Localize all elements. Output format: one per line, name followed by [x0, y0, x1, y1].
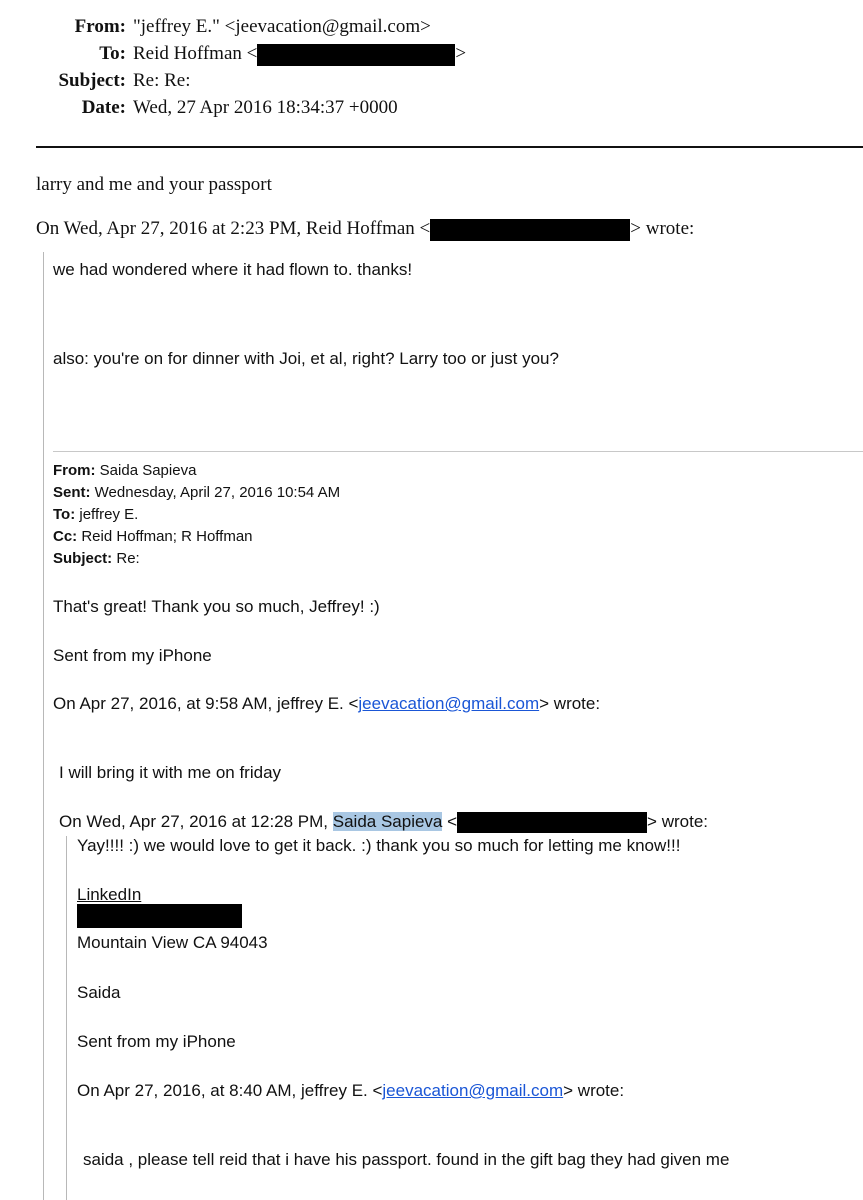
redaction-box — [457, 812, 647, 833]
quote-intro-saida-prefix: On Wed, Apr 27, 2016 at 12:28 PM, — [59, 812, 333, 831]
saida-reply-line1: Yay!!!! :) we would love to get it back. :) thank you so much for letting me know!!! — [77, 836, 681, 855]
fwd-body1: That's great! Thank you so much, Jeffrey! :) — [53, 597, 380, 616]
fwd-sent-label: Sent: — [53, 484, 91, 501]
quote-intro-reid — [36, 218, 694, 241]
quote-intro-jeffrey-2-prefix: On Apr 27, 2016, at 8:40 AM, jeffrey E. < — [77, 1081, 383, 1100]
quote-intro-saida-suffix: > wrote: — [647, 812, 708, 831]
header-subject-value: Re: Re: — [133, 70, 191, 91]
quote-intro-reid-suffix: > wrote: — [630, 218, 695, 239]
original-message-line1: saida , please tell reid that i have his passport. found in the gift bag they had given me — [83, 1150, 730, 1169]
header-to-value — [133, 43, 466, 66]
quote-intro-saida — [59, 812, 708, 833]
fwd-sent-value: Wednesday, April 27, 2016 10:54 AM — [90, 484, 341, 501]
redaction-box — [430, 219, 630, 241]
saida-signature: Saida — [77, 983, 121, 1002]
email-link[interactable]: jeevacation@gmail.com — [382, 1081, 564, 1100]
message-body: larry and me and your passport — [36, 174, 272, 195]
jeffrey-reply-line1: I will bring it with me on friday — [59, 763, 282, 782]
header-subject-label: Subject: — [58, 70, 126, 91]
fwd-subject-label: Subject: — [53, 550, 113, 567]
fwd-from-value: Saida Sapieva — [95, 462, 197, 479]
redaction-box — [257, 44, 455, 66]
saida-company: LinkedIn — [77, 885, 142, 904]
header-divider — [36, 146, 863, 148]
fwd-to-value: jeffrey E. — [75, 506, 139, 523]
reid-reply-line2: also: you're on for dinner with Joi, et al, right? Larry too or just you? — [53, 349, 559, 368]
fwd-cc-label: Cc: — [53, 528, 78, 545]
forward-separator — [53, 451, 863, 452]
header-from-value: "jeffrey E." <jeevacation@gmail.com> — [133, 16, 431, 37]
fwd-body2: Sent from my iPhone — [53, 646, 212, 665]
header-date-label: Date: — [81, 97, 126, 118]
quote-intro-saida-mid: < — [442, 812, 458, 831]
quote-intro-jeffrey-1-suffix: > wrote: — [539, 694, 601, 713]
fwd-sent-row — [53, 482, 340, 504]
redaction-box — [77, 904, 242, 928]
header-to-prefix: Reid Hoffman < — [133, 43, 258, 64]
quote-intro-reid-prefix: On Wed, Apr 27, 2016 at 2:23 PM, Reid Hoffman < — [36, 218, 431, 239]
email-link[interactable]: jeevacation@gmail.com — [358, 694, 540, 713]
reid-reply-line1: we had wondered where it had flown to. thanks! — [53, 260, 413, 279]
fwd-to-row — [53, 504, 138, 526]
fwd-subject-value: Re: — [112, 550, 140, 567]
fwd-cc-value: Reid Hoffman; R Hoffman — [77, 528, 253, 545]
quote-bar-level1 — [43, 252, 44, 1200]
quote-intro-jeffrey-1-prefix: On Apr 27, 2016, at 9:58 AM, jeffrey E. < — [53, 694, 359, 713]
saida-sent-from: Sent from my iPhone — [77, 1032, 236, 1051]
header-to-label: To: — [99, 43, 126, 64]
fwd-from-row — [53, 460, 196, 482]
header-date-value: Wed, 27 Apr 2016 18:34:37 +0000 — [133, 97, 398, 118]
header-from-label: From: — [74, 16, 126, 37]
quote-bar-level2 — [66, 836, 67, 1200]
fwd-from-label: From: — [53, 462, 96, 479]
saida-address: Mountain View CA 94043 — [77, 933, 268, 952]
quote-intro-jeffrey-2-suffix: > wrote: — [563, 1081, 625, 1100]
fwd-cc-row — [53, 526, 253, 548]
highlighted-name: Saida Sapieva — [332, 812, 443, 831]
quote-intro-jeffrey-2 — [77, 1081, 624, 1101]
fwd-to-label: To: — [53, 506, 76, 523]
quote-intro-jeffrey-1 — [53, 694, 600, 714]
header-to-suffix: > — [455, 43, 467, 64]
fwd-subject-row — [53, 548, 140, 570]
